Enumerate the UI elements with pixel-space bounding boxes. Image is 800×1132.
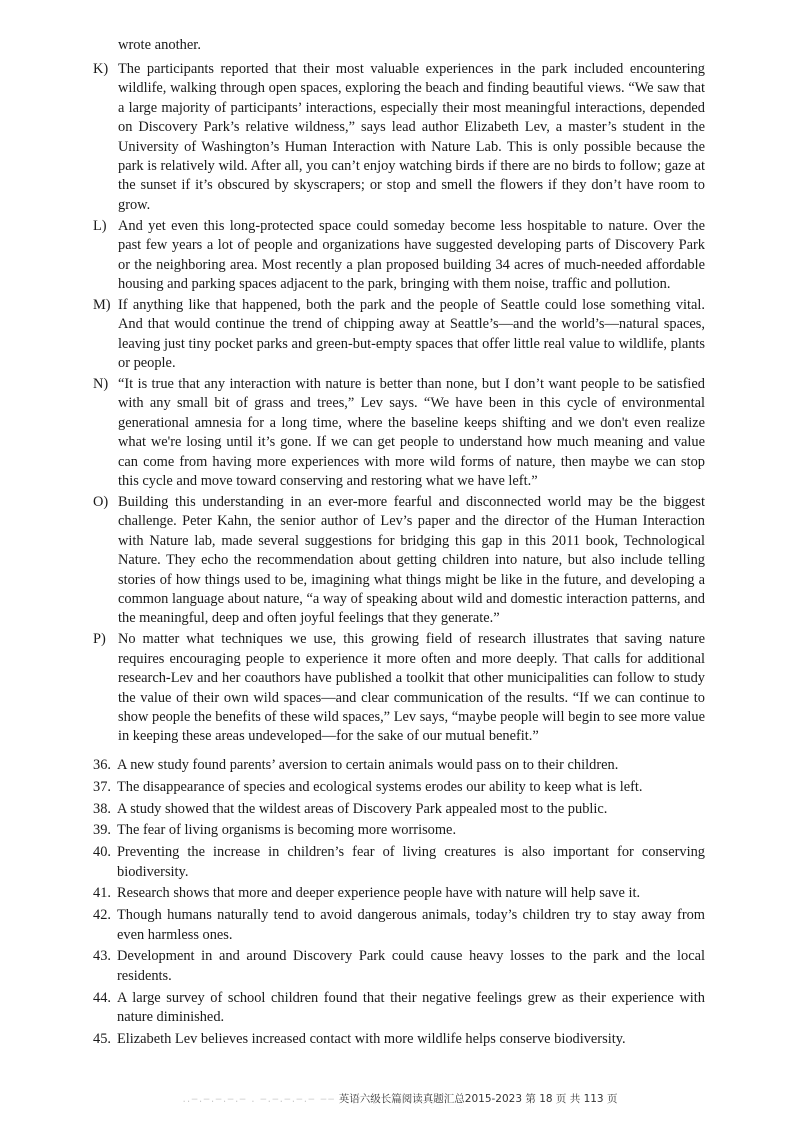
question-text: A new study found parents’ aversion to certain animals would pass on to their children. (117, 757, 619, 773)
question-text: Development in and around Discovery Park could cause heavy losses to the park and the local residents. (117, 948, 705, 984)
paragraph-l (93, 217, 705, 295)
question-text: A study showed that the wildest areas of Discovery Park appealed most to the public. (117, 800, 608, 817)
footer-faint-marks: ..‒.‒.‒.‒.‒ . ‒.‒.‒.‒.‒ ‒‒ (182, 1093, 336, 1105)
question-text: The disappearance of species and ecological systems erodes our ability to keep what is left. (117, 778, 643, 795)
question-item (93, 947, 705, 986)
question-text: Research shows that more and deeper experience people have with nature will help save it. (117, 885, 641, 902)
paragraph-letter: K) (93, 61, 109, 77)
page-footer (0, 1091, 800, 1106)
question-item (93, 800, 705, 819)
passage-paragraphs (93, 60, 705, 748)
question-number: 44. (93, 989, 111, 1006)
paragraph-text: “It is true that any interaction with nature is better than none, but I don’t want people to be satisfied with any small bit of grass and trees,” Lev says. “We have been in this cycle of environmental generational amnesia for a long time, where the baseline keeps shifting and we don't even realize what we're losing until it’s gone. If we can get people to understand how much meaning and value can come from having more experiences with more wild forms of nature, then maybe we can stop this cycle and move toward conserving and restoring what we have left.” (118, 376, 705, 490)
question-item (93, 989, 705, 1028)
question-text: A large survey of school children found that their negative feelings grew as their experience with nature diminished. (117, 989, 705, 1025)
paragraph-o (93, 493, 705, 629)
question-text: Elizabeth Lev believes increased contact with more wildlife helps conserve biodiversity. (117, 1030, 626, 1047)
footer-page-number: 第 18 页 共 113 页 (525, 1093, 618, 1105)
question-number: 41. (93, 885, 111, 902)
paragraph-text: If anything like that happened, both the park and the people of Seattle could lose something vital. And that would continue the trend of chipping away at Seattle’s—and the world’s—natural spaces, leaving just tiny pocket parks and green-but-empty spaces that offer little real value to wildlife, plants or people. (118, 296, 705, 372)
question-number: 37. (93, 778, 111, 795)
question-number: 36. (93, 757, 111, 773)
paragraph-text: No matter what techniques we use, this growing field of research illustrates that saving nature requires encouraging people to experience it more often and more deeply. That calls for additional research-Lev and her coauthors have published a toolkit that other municipalities can follow to study the value of their own wild spaces—and clear communication of the results. “If we can continue to show people the benefits of these wild spaces,” Lev says, “maybe people will begin to see more value in keeping these areas undeveloped—for the sake of our mutual benefit.” (118, 631, 705, 745)
paragraph-letter: P) (93, 631, 106, 648)
paragraph-letter: M) (93, 296, 111, 313)
paragraph-p (93, 630, 705, 746)
question-number: 40. (93, 844, 111, 861)
question-text: The fear of living organisms is becoming more worrisome. (117, 822, 457, 839)
paragraph-k (93, 60, 705, 215)
question-item (93, 1030, 705, 1049)
paragraph-text: And yet even this long-protected space could someday become less hospitable to nature. Over the past few years a lot of people and organizations have suggested developing parts of Discovery Park or the neighboring area. Most recently a plan proposed building 34 acres of much-needed affordable housing and parking spaces adjacent to the park, bringing with them noise, traffic and pollution. (118, 217, 705, 292)
footer-label: 英语六级长篇阅读真题汇总2015-2023 (338, 1093, 523, 1105)
question-item (93, 906, 705, 945)
question-item (93, 756, 705, 775)
question-number: 39. (93, 822, 111, 839)
paragraph-text: The participants reported that their most valuable experiences in the park included encountering wildlife, walking through open spaces, exploring the beach and finding beautiful views. “We saw that a large majority of participants’ interactions, especially their most meaningful interactions, depended on Discovery Park’s relative wildness,” says lead author Elizabeth Lev, a master’s student in the University of Washington’s Human Interaction with Nature Lab. This is only possible because the park is relatively wild. After all, you can’t enjoy watching birds if there are no birds to follow; gaze at the sunset if it’s obscured by skyscrapers; or stop and smell the flowers if they don’t have room to grow. (118, 61, 705, 213)
question-item (93, 778, 705, 797)
paragraph-letter: O) (93, 493, 109, 510)
paragraph-n (93, 375, 705, 491)
question-list (93, 756, 705, 1052)
question-number: 42. (93, 907, 111, 924)
question-item (93, 821, 705, 840)
paragraph-letter: L) (93, 217, 107, 234)
question-number: 43. (93, 948, 111, 965)
paragraph-m (93, 296, 705, 374)
question-text: Preventing the increase in children’s fear of living creatures is also important for conserving biodiversity. (117, 844, 705, 880)
question-text: Though humans naturally tend to avoid dangerous animals, today’s children try to stay away from even harmless ones. (117, 907, 705, 943)
question-number: 45. (93, 1030, 111, 1047)
paragraph-text: Building this understanding in an ever-more fearful and disconnected world may be the biggest challenge. Peter Kahn, the senior author of Lev’s paper and the director of the Human Interaction with Nature lab, made several suggestions for bridging this gap in this 2011 book, Technological Nature. They echo the recommendation about getting children into nature, but also include telling stories of how things used to be, imagining what things might be like in the future, and developing a common language about nature, “a way of speaking about wild and domestic interaction patterns, and the meaningful, deep and often joyful feelings that they generate.” (118, 493, 705, 627)
paragraph-letter: N) (93, 376, 109, 392)
lead-line: wrote another. (118, 37, 201, 53)
question-number: 38. (93, 800, 111, 817)
question-item (93, 843, 705, 882)
question-item (93, 884, 705, 903)
